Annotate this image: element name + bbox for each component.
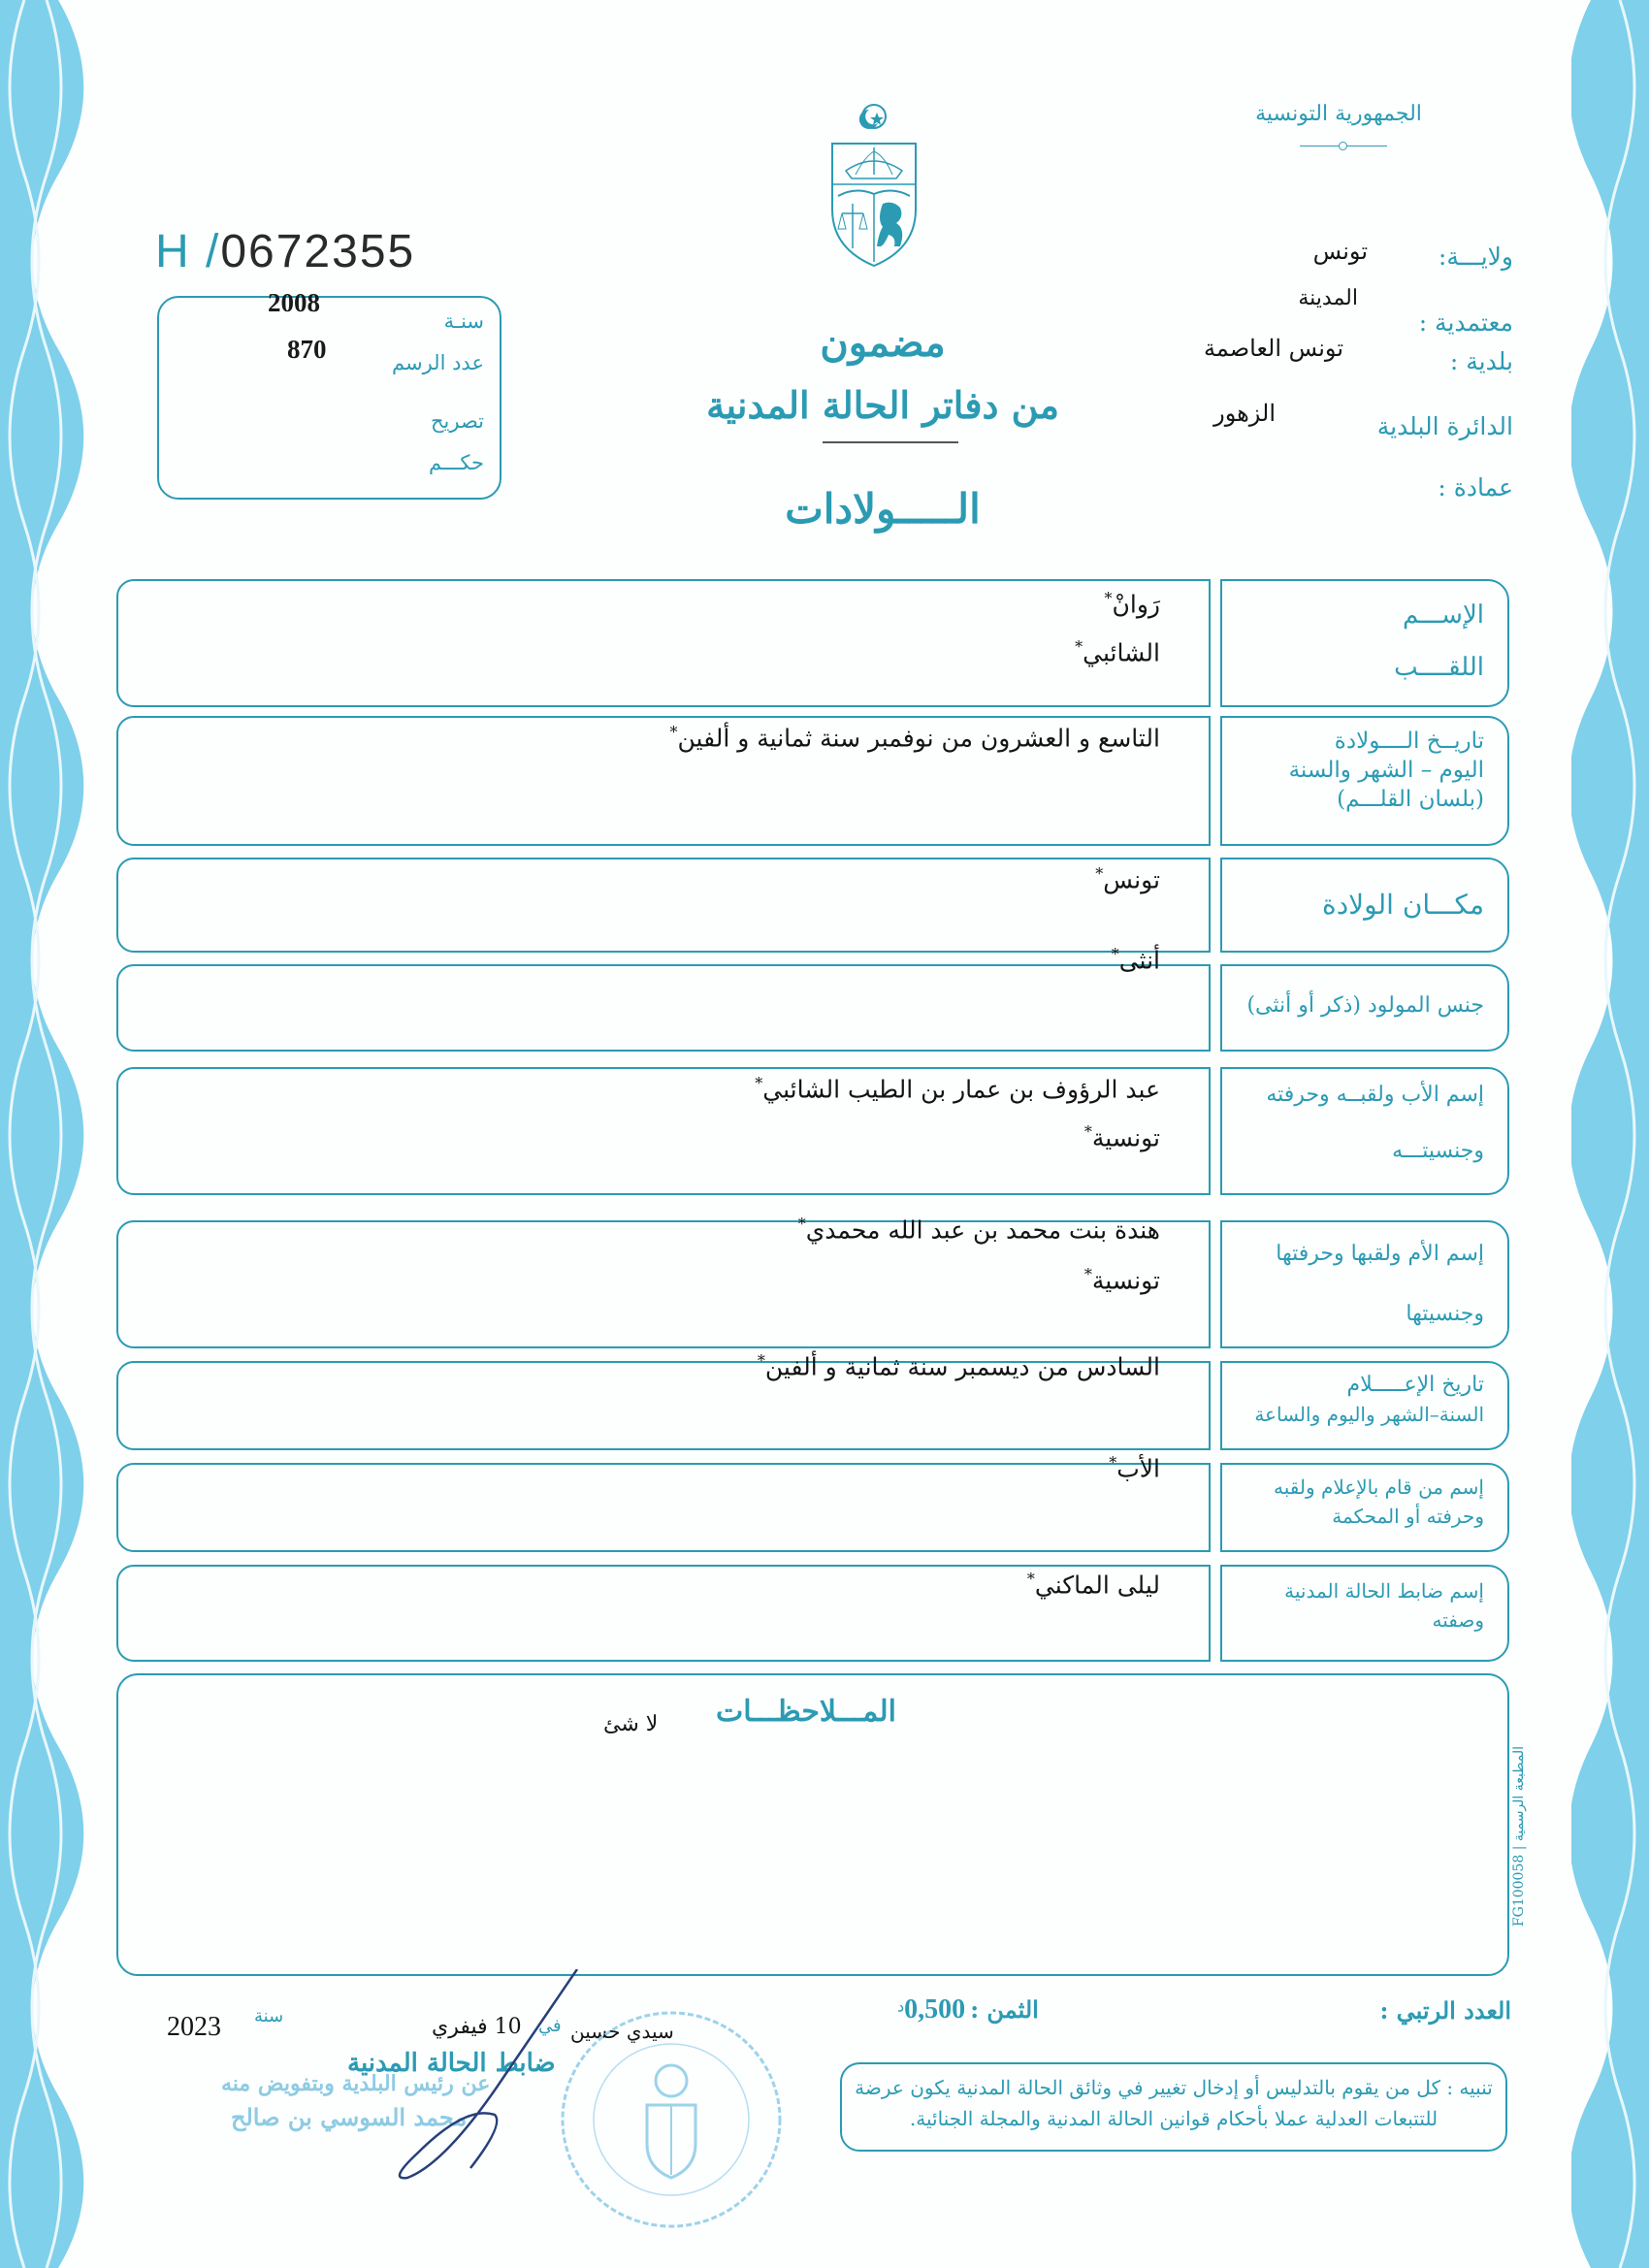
price-unit: د xyxy=(897,1996,905,2016)
municipality-value: تونس العاصمة xyxy=(1204,335,1343,362)
mother-label-line1: إسم الأم ولقبها وحرفتها xyxy=(1276,1242,1484,1266)
delegation-label: معتمدية : xyxy=(1418,308,1513,337)
register-year-value: 2008 xyxy=(268,288,320,317)
declaration-date-label: تاريخ الإعـــــلام السنة–الشهر واليوم والساعة xyxy=(1254,1373,1484,1426)
declaration-date-label-cell xyxy=(1220,1361,1509,1450)
fraud-warning-text: تنبيه : كل من يقوم بالتدليس أو إدخال تغيير في وثائق الحالة المدنية يكون عرضة للتتبعات العدلية عملا بأحكام قوانين الحالة المدنية والمجلة الجنائية. xyxy=(855,2076,1493,2130)
civil-registers-title: من دفاتر الحالة المدنية xyxy=(706,383,1059,427)
title-underline xyxy=(823,441,958,443)
officer-signature-title: ضابط الحالة المدنية xyxy=(347,2049,556,2078)
sex-label: جنس المولود (ذكر أو أنثى) xyxy=(1246,993,1484,1018)
father-label-line1: إسم الأب ولقبــه وحرفته xyxy=(1266,1083,1484,1107)
declarant-value: الأب* xyxy=(1109,1453,1160,1483)
birth-date-value: التاسع و العشرون من نوفمبر سنة ثمانية و ألفين* xyxy=(669,723,1160,753)
municipality-label: بلدية : xyxy=(1449,347,1513,375)
father-value-cell xyxy=(116,1067,1211,1195)
serial-number-label: العدد الرتبي : xyxy=(1379,1996,1511,2025)
document-serial-number xyxy=(155,225,415,278)
declaration-label: تصريح xyxy=(430,409,484,433)
mother-name-value: هندة بنت محمد بن عبد الله محمدي* xyxy=(797,1215,1160,1245)
act-number-label: عدد الرسم xyxy=(392,351,484,374)
officer-label: إسم ضابط الحالة المدنية وصفته xyxy=(1284,1579,1484,1632)
notes-value: لا شئ xyxy=(603,1712,659,1736)
fraud-warning-box xyxy=(840,2062,1507,2152)
notes-title: المـــلاحظـــات xyxy=(716,1695,896,1729)
governorate-value: تونس xyxy=(1312,238,1368,265)
first-name-value: رَوانْ* xyxy=(1104,589,1160,619)
declarant-label-cell xyxy=(1220,1463,1509,1552)
birth-place-label-cell xyxy=(1220,858,1509,953)
birth-date-label: تاريــخ الــــولادة اليوم – الشهر والسنة (بلسان القلـــم) xyxy=(1288,729,1484,812)
register-reference-box xyxy=(157,288,501,500)
father-name-value: عبد الرؤوف بن عمار بن الطيب الشائبي* xyxy=(755,1074,1160,1104)
price-label: الثمن : xyxy=(970,1995,1039,2024)
first-name-label: الإســـم xyxy=(1403,600,1484,630)
delegation-stamp-line1: عن رئيس البلدية وبتفويض منه xyxy=(221,2071,491,2096)
sex-value: أنثى* xyxy=(1111,945,1160,975)
name-value-cell xyxy=(116,579,1211,707)
birth-place-value-cell xyxy=(116,858,1211,953)
tunisia-coat-of-arms-icon xyxy=(826,103,922,270)
guilloche-border-right xyxy=(1571,0,1649,2268)
guilloche-border-left xyxy=(0,0,85,2268)
declarant-label: إسم من قام بالإعلام ولقبه وحرفته أو المحكمة xyxy=(1274,1475,1484,1528)
officer-label-cell xyxy=(1220,1565,1509,1662)
issue-place: سيدي حسين xyxy=(570,2020,674,2043)
declaration-date-value-cell xyxy=(116,1351,1211,1450)
municipal-district-value: الزهور xyxy=(1213,400,1276,427)
act-number-value: 870 xyxy=(287,335,327,364)
officer-value: ليلى الماكني* xyxy=(1026,1570,1160,1600)
governorate-label: ولايـــة: xyxy=(1438,243,1513,271)
declarant-value-cell xyxy=(116,1453,1211,1552)
officer-signature xyxy=(388,1969,601,2183)
sex-value-cell xyxy=(116,945,1211,1052)
sex-label-cell xyxy=(1220,964,1509,1052)
surname-value: الشائبي* xyxy=(1075,637,1160,667)
delegation-stamp-line2: محمد السوسي بن صالح xyxy=(231,2103,468,2131)
header-divider-ornament xyxy=(1339,142,1347,150)
delegation-value: المدينة xyxy=(1298,286,1358,310)
mother-label-line2: وجنسيتها xyxy=(1406,1302,1484,1326)
issue-date: 10 فيفري xyxy=(432,2015,522,2039)
birth-place-value: تونس* xyxy=(1095,864,1160,894)
issue-in-label: في xyxy=(538,2016,562,2036)
births-title: الـــــولادات xyxy=(785,485,981,533)
declaration-date-value: السادس من ديسمبر سنة ثمانية و ألفين* xyxy=(757,1351,1160,1381)
surname-label: اللقــــب xyxy=(1394,653,1484,682)
mother-nationality-value: تونسية* xyxy=(1083,1265,1160,1295)
mother-label-cell xyxy=(1220,1220,1509,1348)
officer-value-cell xyxy=(116,1565,1211,1662)
birth-date-label-cell xyxy=(1220,716,1509,846)
birth-place-label: مكـــان الولادة xyxy=(1322,889,1484,921)
republic-heading: الجمهورية التونسية xyxy=(1255,102,1422,126)
extract-title: مضمون xyxy=(820,320,946,366)
mother-value-cell xyxy=(116,1215,1211,1348)
serial-number: 0672355 xyxy=(220,226,416,277)
birth-date-value-cell xyxy=(116,716,1211,846)
printer-mark: المطبعة الرسمية | FG100058 xyxy=(1511,1746,1527,1928)
judgment-label: حكـــم xyxy=(428,451,484,474)
municipal-district-label: الدائرة البلدية xyxy=(1376,412,1513,440)
issue-year-value: 2023 xyxy=(167,2012,221,2042)
name-label-cell xyxy=(1220,579,1509,707)
register-year-label: سنـة xyxy=(443,309,484,333)
father-label-cell xyxy=(1220,1067,1509,1195)
sector-label: عمادة : xyxy=(1438,473,1513,502)
notes-box xyxy=(116,1673,1509,1976)
price-value: 0,500 xyxy=(904,1994,966,2025)
father-nationality-value: تونسية* xyxy=(1083,1122,1160,1152)
issue-year-label: سنة xyxy=(254,2006,284,2026)
father-label-line2: وجنسيتـــه xyxy=(1392,1139,1484,1163)
serial-prefix: H / xyxy=(155,226,221,277)
price-field xyxy=(897,1994,1039,2025)
